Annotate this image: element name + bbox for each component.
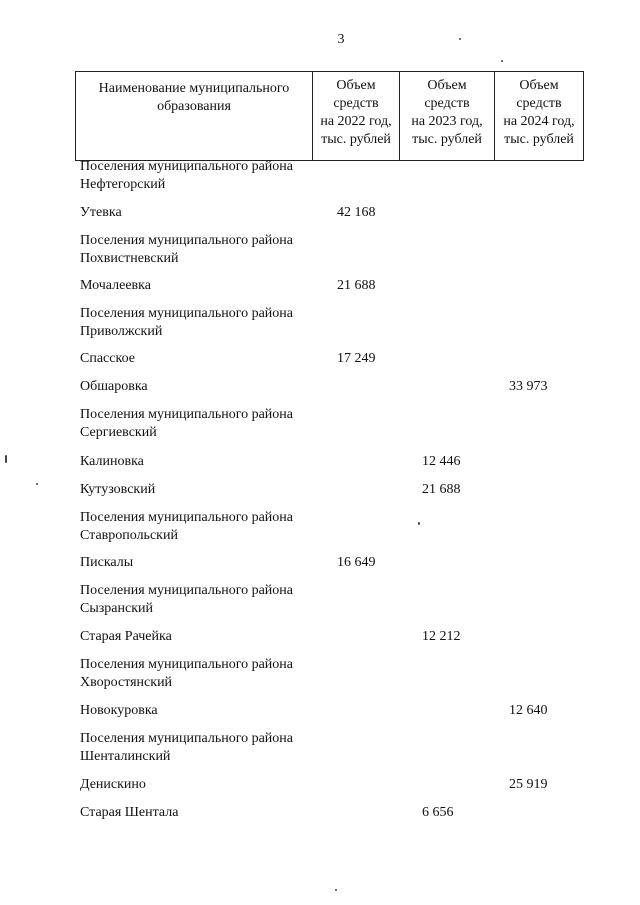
row-name-line: Поселения муниципального района (80, 731, 294, 746)
row-name (80, 656, 320, 692)
header-2022-column (313, 72, 400, 161)
row-name (80, 232, 320, 268)
row-name-line: Сергиевский (80, 425, 157, 440)
row-name-line: Сызранский (80, 601, 153, 616)
header-line: на 2023 год, (411, 114, 483, 129)
row-name (80, 305, 320, 341)
scan-speck (335, 889, 337, 891)
row-name: Калиновка (80, 454, 144, 469)
header-name-column (76, 72, 313, 161)
row-name-line: Приволжский (80, 324, 163, 339)
table-header (75, 71, 584, 161)
value-2024: 12 640 (509, 703, 548, 718)
header-line: тыс. рублей (504, 132, 574, 147)
row-name-line: Поселения муниципального района (80, 657, 294, 672)
header-line: на 2024 год, (503, 114, 575, 129)
row-name: Обшаровка (80, 379, 148, 394)
scan-speck (36, 483, 38, 485)
value-2023: 21 688 (422, 482, 461, 497)
row-name-line: Поселения муниципального района (80, 159, 294, 174)
row-name-line: Поселения муниципального района (80, 233, 294, 248)
header-2024-column (495, 72, 584, 161)
row-name: Денискино (80, 777, 146, 792)
header-line: Объем (519, 78, 559, 93)
row-name-line: Хворостянский (80, 675, 173, 690)
value-2024: 25 919 (509, 777, 548, 792)
row-name: Старая Шентала (80, 805, 179, 820)
scan-speck (459, 38, 461, 40)
scan-speck (5, 455, 7, 463)
row-name (80, 158, 320, 194)
row-name-line: Ставропольский (80, 528, 178, 543)
header-line: средств (333, 96, 379, 111)
header-line: средств (424, 96, 470, 111)
header-line: Объем (336, 78, 376, 93)
row-name (80, 406, 320, 442)
row-name: Новокуровка (80, 703, 158, 718)
header-name-line: образования (157, 99, 231, 114)
value-2024: 33 973 (509, 379, 548, 394)
row-name-line: Поселения муниципального района (80, 306, 294, 321)
row-name (80, 730, 320, 766)
value-2023: 6 656 (422, 805, 454, 820)
value-2022: 17 249 (337, 351, 376, 366)
value-2022: 21 688 (337, 278, 376, 293)
row-name-line: Похвистневский (80, 251, 179, 266)
header-2023-column (400, 72, 495, 161)
row-name-line: Шенталинский (80, 749, 171, 764)
value-2022: 16 649 (337, 555, 376, 570)
header-line: тыс. рублей (412, 132, 482, 147)
row-name: Пискалы (80, 555, 134, 570)
header-line: средств (516, 96, 562, 111)
row-name (80, 582, 320, 618)
scan-speck (501, 60, 503, 62)
header-line: Объем (427, 78, 467, 93)
scan-speck (418, 522, 420, 525)
row-name-line: Поселения муниципального района (80, 407, 294, 422)
value-2022: 42 168 (337, 205, 376, 220)
row-name (80, 509, 320, 545)
value-2023: 12 212 (422, 629, 461, 644)
row-name-line: Нефтегорский (80, 177, 166, 192)
row-name-line: Поселения муниципального района (80, 510, 294, 525)
row-name: Мочалеевка (80, 278, 151, 293)
header-name-line: Наименование муниципального (98, 81, 290, 96)
value-2023: 12 446 (422, 454, 461, 469)
row-name: Спасское (80, 351, 135, 366)
page-number: 3 (337, 32, 345, 47)
row-name: Старая Рачейка (80, 629, 172, 644)
row-name-line: Поселения муниципального района (80, 583, 294, 598)
header-line: тыс. рублей (321, 132, 391, 147)
row-name: Утевка (80, 205, 122, 220)
header-line: на 2022 год, (320, 114, 392, 129)
row-name: Кутузовский (80, 482, 156, 497)
